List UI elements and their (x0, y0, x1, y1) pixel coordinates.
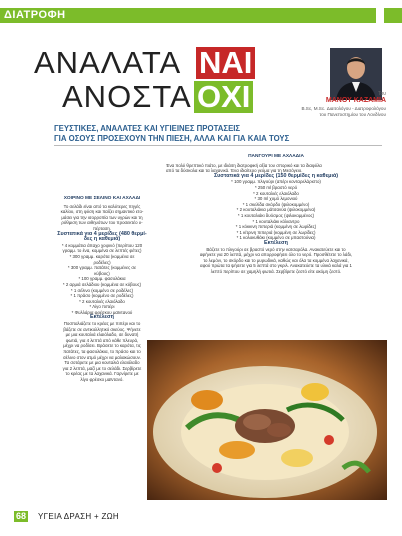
recipe-left-serves-1: Συστατικά για 4 μερίδες (480 θερμί- (57, 230, 147, 237)
page-number: 68 (16, 511, 27, 521)
author-credential-2: του Πανεπιστημίου του Λονδίνου (319, 112, 386, 117)
section-label: ΔΙΑΤΡΟΦΗ (4, 9, 66, 21)
method-line: Τα σοτάρετε με μια κουταλιά ελαιόλαδο (64, 360, 140, 366)
recipe-right-heading: ΠΑΝΓΟΥΡΙ ΜΕ ΑΧΛΑΔΙΑ (248, 154, 304, 159)
method-line: το λεμόνι, το σκόρδο και το μυρωδικά, καθώς και όλα τα κομμένα λαχανικά, (203, 257, 349, 263)
ingredient: * 1 σέλινο (κομμένο σε ροδέλες) (70, 287, 134, 293)
divider (54, 145, 382, 146)
method-line: πατάτες, τα φασολάκια, το πράσο και το (63, 349, 141, 355)
author-credential-1: B.Sc, M.Sc. Διαιτολόγου - Διατροφολόγου (301, 106, 386, 111)
method-line: σέλινο στον ατμό μέχρι να μαλακώσουν. (62, 354, 142, 360)
ingredient: * 1 κόκκινη πιπεριά (κομμένη σε λωρίδες) (235, 224, 317, 230)
ingredient: * 2 κουταλιές ελαιόλαδο (79, 298, 125, 304)
title-badge-yes: ΝΑΙ (196, 47, 255, 79)
intro-line: πέρταση. (92, 225, 111, 231)
title-line-1: ΑΝΑΛΑΤΑ (34, 45, 182, 80)
recipe-left (54, 196, 150, 383)
ingredient: * 1 πράσο (κομμένο σε ροδέλες) (70, 293, 134, 299)
ingredient: * 1 σκελίδα σκόρδο (ψιλοκομμένο) (242, 201, 310, 207)
recipe-right-method (166, 247, 386, 275)
ingredient: * Φυλλάρια φρέσκου μαϊντανού (71, 309, 133, 315)
ingredient: * 300 γραμμ. πατάτες (κομμένες σε (67, 265, 137, 271)
author-name: ΜΑΝΟΥ ΚΑΖΑΜΙΑ (325, 97, 386, 104)
intro-line: μάσει για την ισορροπία των υγρών και τη (61, 214, 143, 220)
recipe-left-intro (54, 204, 150, 232)
ingredient: * 1 κίτρινη πιπεριά (κομμένη σε λωρίδες) (236, 229, 316, 235)
ingredient: γραμμ. το ένα, κομμένα σε λεπτές φέτες) (62, 248, 142, 254)
recipe-right-ingredients (166, 179, 386, 241)
recipe-right-intro-1: Ένα πολύ θρεπτικό πιάτο, με ιδιάιτη διατροφική αξία του σπορικό και τα διαφύλα (166, 162, 322, 168)
ingredient: * 300 γραμμ. καρότα (κομμένα σε (69, 253, 135, 259)
recipe-right-intro-2: από τα δύσκολα και τα λαχανικά. Ένα ιδιαίτερο γεύμα για τη Μεσόγειο. (166, 168, 303, 174)
method-line: Ποσπαλιάζετε το κρέας με πιπέρι και το (63, 321, 141, 327)
method-line: για 2 λεπτά, μαζί με το σελάδι. Σερβίρετε (62, 365, 142, 371)
ingredient: * 100 γραμμ. φασολάκια (78, 276, 126, 282)
recipe-left-ingredients (54, 243, 150, 316)
ingredient: * 2 κουταλιάκια μάτσανύα (ψιλοκομμένα) (236, 207, 316, 213)
subtitle-line-1: ΓΕΥΣΤΙΚΕΣ, ΑΝΑΛΑΤΕΣ ΚΑΙ ΥΓΙΕΙΝΕΣ ΠΡΟΤΑΣΕΙΣ (54, 124, 241, 133)
intro-line: καλίου, στη φύση και παίζει σημαντικό ετο- (60, 209, 144, 215)
recipe-left-serves-2: δες η καθεμιά) (83, 236, 121, 243)
ingredient: κύβους) (94, 270, 110, 276)
magazine-name: ΥΓΕΙΑ ΔΡΑΣΗ + ΖΩΗ (38, 512, 119, 521)
ingredient: * 4 κομμάτια άπαχο χοιρινό (περίπου 120 (61, 242, 143, 248)
ingredient: * 2 κουταλιές ελαιόλαδο (253, 190, 299, 196)
method-line: αφήνετε για 20 λεπτά, μέχρι να απορροφήσει όλο το νερό. Προσθέτετε το λάδι, (199, 252, 353, 258)
subtitle (54, 124, 374, 143)
recipe-left-method-title: Εκτέλεση (90, 314, 114, 321)
ingredient: ροδέλες) (93, 259, 111, 265)
method-line: αφού πρώτα τα ψήσετε για 5 λεπτά στο γκριλ. Ανακατεύετε τα υλικά καλά για 1 (200, 263, 352, 269)
method-line: λίγο φρέσκο μαϊντανό. (80, 377, 124, 382)
method-line: το κρέας με τα λαχανικά. Γαρνίρετε με (65, 371, 139, 377)
method-line: μέχρι να ροδίσει. Βράσετε το καρότα, τις (63, 343, 141, 349)
method-line: φωτιά, για 4 λεπτά από κάθε πλευρά, (65, 337, 139, 343)
intro-line: ρύθμιση των αιθηυότων του προσεκτέο υ- (61, 220, 143, 226)
ingredient: * 250 ml βραστό νερό (254, 184, 298, 190)
ingredient: * 1 κουταλιάκι κόλιαντρο (252, 218, 300, 224)
subtitle-line-2: ΓΙΑ ΟΣΟΥΣ ΠΡΟΣΕΧΟΥΝ ΤΗΝ ΠΙΕΣΗ, ΑΛΛΑ ΚΑΙ ΓΙΑ ΚΑΙΑ ΤΟΥΣ (54, 133, 290, 143)
method-line: λεπτό περίπου σε χαμηλή φωτιά. Σερβίρετε ζεστό είτε ακόμη ζεστό. (210, 268, 342, 274)
title-line-2: ΑΝΟΣΤΑ (62, 79, 192, 114)
recipe-left-method (54, 321, 150, 383)
ingredient: * Λίγο πιπέρι (89, 304, 115, 310)
edge-tab (384, 8, 402, 23)
intro-line: Το σελάδι είναι από τα καλύτερες πηγές (63, 203, 141, 209)
ingredient: * 1 κολοκυθάκι (κομμένο σε μπαστούνια) (236, 235, 316, 241)
recipe-right (166, 154, 386, 274)
author-by: Του (377, 91, 386, 97)
title-badge-no: ΟΧΙ (194, 81, 253, 113)
food-photo (147, 340, 387, 500)
recipe-right-method-title: Εκτέλεση (264, 239, 288, 246)
method-line: με μια κουταλιά ελαιόλαδο, σε δυνατή (65, 332, 139, 338)
ingredient: * 100 γραμμ. πλιγούρι (απέρι κονταρελάριστο) (231, 179, 321, 185)
recipe-left-heading: ΧΟΙΡΙΝΟ ΜΕ ΣΕΛΙΝΟ ΚΑΙ ΑΧΛΑΔΙ (63, 196, 141, 201)
ingredient: * 30 ml χυμό λεμονιού (254, 196, 298, 202)
ingredient: * 2 αρμιά σελάδιου (κομμένα σε κύβους) (62, 281, 142, 287)
section-tab (0, 8, 376, 23)
recipe-right-serves: Συστατικά για 4 μερίδες (150 θερμίδες η καθεμιά) (213, 172, 339, 179)
ingredient: * 1 κουταλιάκι δυόσμος (ψιλοκομμένος) (237, 212, 315, 218)
method-line: Βάζετε το πλιγούρι σε βραστό νερό στην κατσαρόλα. Ανακατεύετε και το (206, 246, 346, 252)
author-credentials (220, 106, 386, 118)
method-line: βάζετε σε αντικολλητικό σκεύος. Ψήνετε (63, 326, 141, 332)
